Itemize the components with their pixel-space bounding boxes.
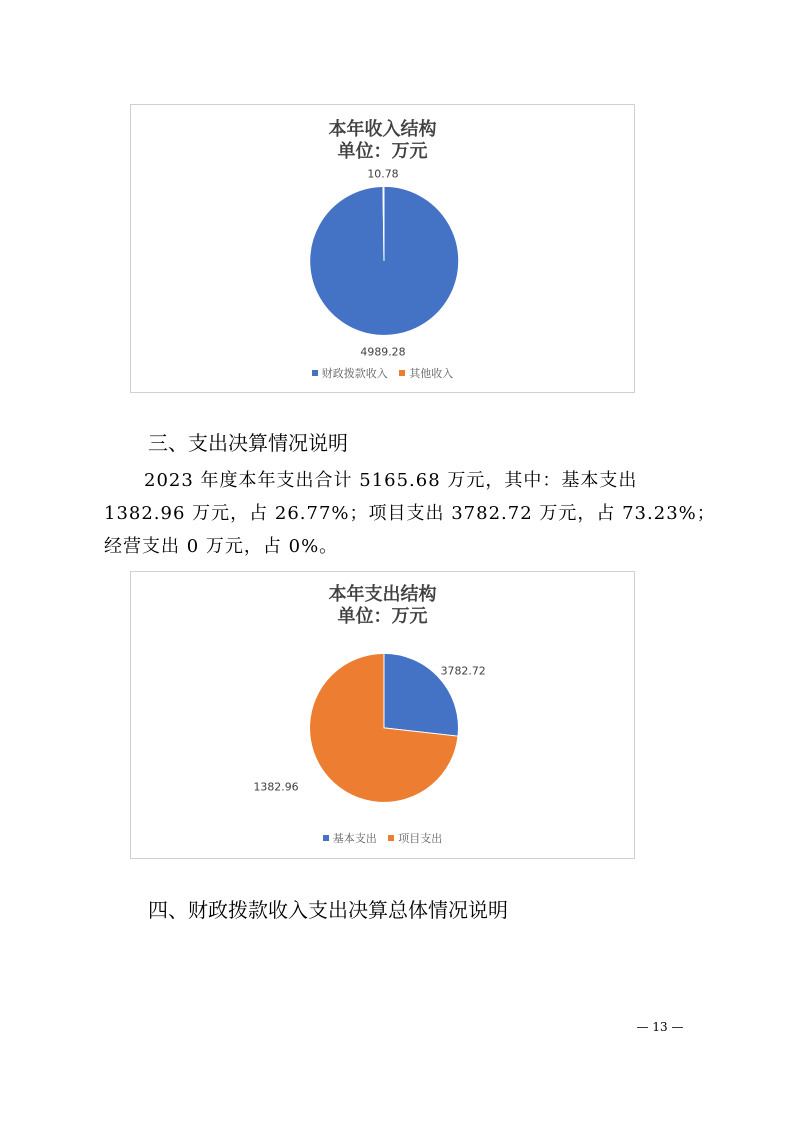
legend-label: 项目支出 bbox=[398, 832, 443, 845]
legend-item-basic-expenditure bbox=[323, 832, 377, 846]
page-number: — 13 — bbox=[636, 1020, 684, 1034]
data-label-2: 3782.72 bbox=[440, 664, 486, 678]
legend-item-fiscal-appropriation bbox=[312, 367, 388, 381]
paragraph-line: 1382.96 万元，占 26.77%；项目支出 3782.72 万元，占 73.23%； bbox=[104, 503, 716, 524]
legend-item-other-income bbox=[399, 367, 453, 381]
legend-swatch bbox=[312, 370, 318, 376]
expenditure-paragraph bbox=[104, 464, 716, 563]
expenditure-structure-chart bbox=[130, 571, 635, 859]
legend-swatch bbox=[323, 835, 329, 841]
income-pie-svg bbox=[131, 105, 636, 392]
legend-label: 其他收入 bbox=[409, 367, 454, 380]
section-heading-fiscal-overview: 四、财政拨款收入支出决算总体情况说明 bbox=[148, 898, 508, 922]
chart-legend bbox=[131, 832, 634, 846]
expenditure-pie-svg bbox=[131, 572, 636, 858]
data-label-1: 1382.96 bbox=[253, 780, 299, 794]
legend-label: 财政拨款收入 bbox=[321, 367, 388, 380]
legend-item-project-expenditure bbox=[388, 832, 442, 846]
chart-title: 本年支出结构 bbox=[328, 584, 437, 605]
paragraph-line: 经营支出 0 万元，占 0%。 bbox=[104, 536, 339, 557]
chart-subtitle: 单位：万元 bbox=[337, 141, 428, 162]
paragraph-line: 2023 年度本年支出合计 5165.68 万元，其中：基本支出 bbox=[144, 470, 638, 491]
data-label-1: 4989.28 bbox=[360, 345, 406, 359]
section-heading-expenditure: 三、支出决算情况说明 bbox=[148, 431, 348, 455]
legend-swatch bbox=[399, 370, 405, 376]
chart-legend bbox=[131, 367, 634, 381]
legend-swatch bbox=[388, 835, 394, 841]
legend-label: 基本支出 bbox=[332, 832, 377, 845]
income-structure-chart bbox=[130, 104, 635, 393]
chart-title: 本年收入结构 bbox=[328, 119, 437, 140]
data-label-2: 10.78 bbox=[367, 167, 399, 181]
chart-subtitle: 单位：万元 bbox=[337, 606, 428, 627]
